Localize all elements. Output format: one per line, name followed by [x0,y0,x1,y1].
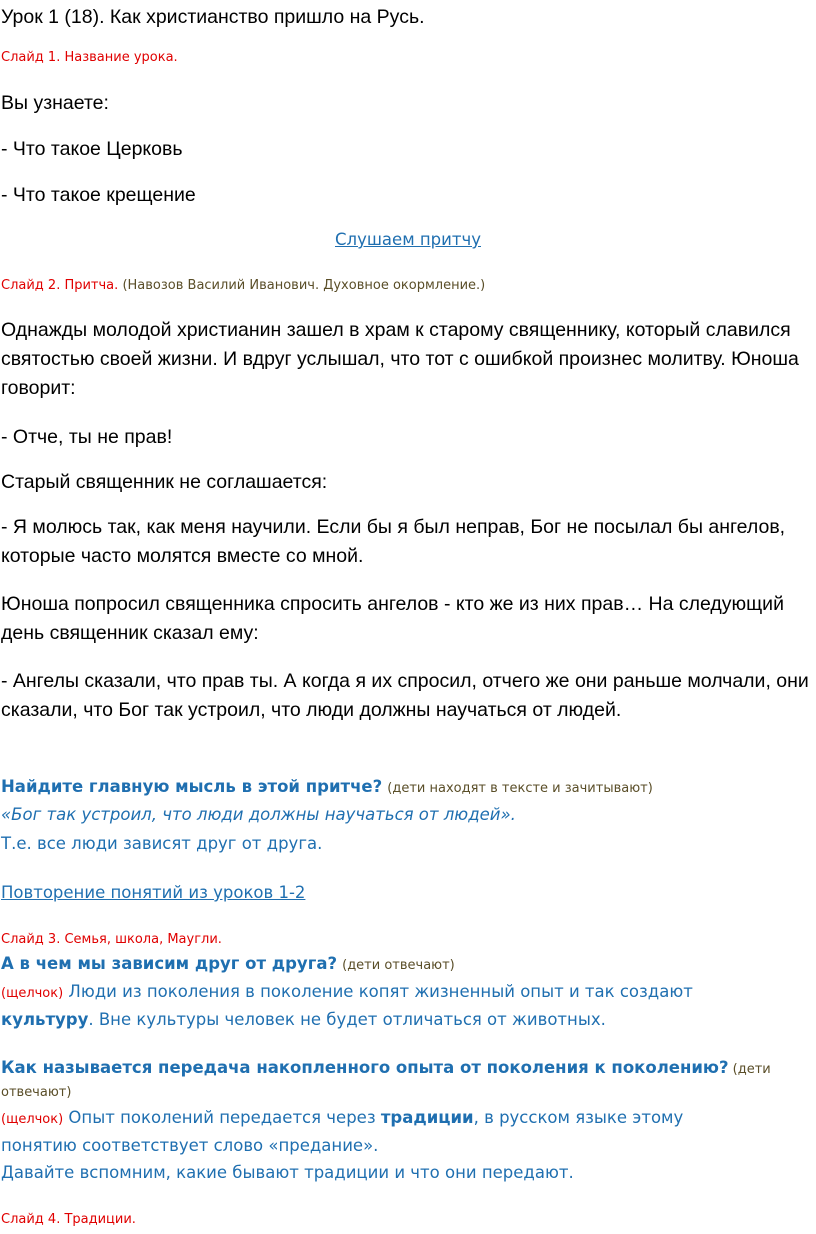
slide-2-title: Слайд 2. Притча. [1,278,119,293]
answer-2-line-3: Давайте вспомним, какие бывают традиции и что они передают. [1,1163,574,1182]
parable-paragraph-4: - Я молюсь так, как меня научили. Если бы я был неправ, Бог не посылал бы ангелов, которые часто молятся вместе со мной. [1,516,786,567]
answer-2-text-a: Опыт поколений передается через [63,1108,381,1127]
answer-1-keyword: культуру [1,1010,89,1029]
main-idea-line [1,777,653,796]
answer-2-keyword: традиции [380,1108,474,1127]
parable-paragraph-6: - Ангелы сказали, что прав ты. А когда я их спросил, отчего же они раньше молчали, они сказали, что Бог так устроил, что люди должны научаться от людей. [1,670,809,721]
answer-2-text-b: , в русском языке этому [473,1108,684,1127]
parable-paragraph-5: Юноша попросил священника спросить ангелов - кто же из них прав… На следующий день священник сказал ему: [1,593,784,644]
slide-3-label: Слайд 3. Семья, школа, Маугли. [1,932,222,947]
slide-2-source: (Навозов Василий Иванович. Духовное окормление.) [122,278,486,293]
question-1-line [1,954,455,973]
answer-2-line-1 [1,1108,683,1127]
question-2-note-b: отвечают) [1,1085,72,1100]
main-idea-quote: «Бог так устроил, что люди должны научаться от людей». [1,805,516,824]
question-1-text: А в чем мы зависим друг от друга? [1,954,338,973]
you-learn-heading: Вы узнаете: [1,92,109,114]
answer-1-line-2 [1,1010,606,1029]
answer-1-line-1 [1,982,693,1001]
slide-2-label [1,278,485,293]
section-heading-repeat: Повторение понятий из уроков 1-2 [1,883,306,902]
parable-paragraph-1: Однажды молодой христианин зашел в храм к старому священнику, который славился святостью своей жизни. И вдруг услышал, что тот с ошибкой произнес молитву. Юноша говорит: [1,319,799,399]
parable-paragraph-2: - Отче, ты не прав! [1,426,173,448]
learn-item-church: - Что такое Церковь [1,138,183,160]
question-1-note: (дети отвечают) [342,958,455,973]
learn-item-baptism: - Что такое крещение [1,184,196,206]
main-idea-note: (дети находят в тексте и зачитывают) [387,781,653,796]
question-2-line [1,1058,771,1077]
slide-4-label: Слайд 4. Традиции. [1,1212,136,1227]
answer-2-click: (щелчок) [1,1112,64,1127]
section-heading-parable: Слушаем притчу [335,230,481,249]
answer-2-line-2: понятию соответствует слово «предание». [1,1136,379,1155]
slide-1-label: Слайд 1. Название урока. [1,50,178,65]
answer-1-text-b: . Вне культуры человек не будет отличаться от животных. [88,1010,606,1029]
answer-1-click: (щелчок) [1,986,64,1001]
main-idea-question: Найдите главную мысль в этой притче? [1,777,383,796]
parable-paragraph-3: Старый священник не соглашается: [1,471,328,493]
lesson-title: Урок 1 (18). Как христианство пришло на Русь. [1,6,425,28]
answer-1-text-a: Люди из поколения в поколение копят жизненный опыт и так создают [63,982,693,1001]
question-2-text: Как называется передача накопленного опыта от поколения к поколению? [1,1058,729,1077]
main-idea-explanation: Т.е. все люди зависят друг от друга. [1,834,323,853]
question-2-note-a: (дети [728,1062,771,1077]
